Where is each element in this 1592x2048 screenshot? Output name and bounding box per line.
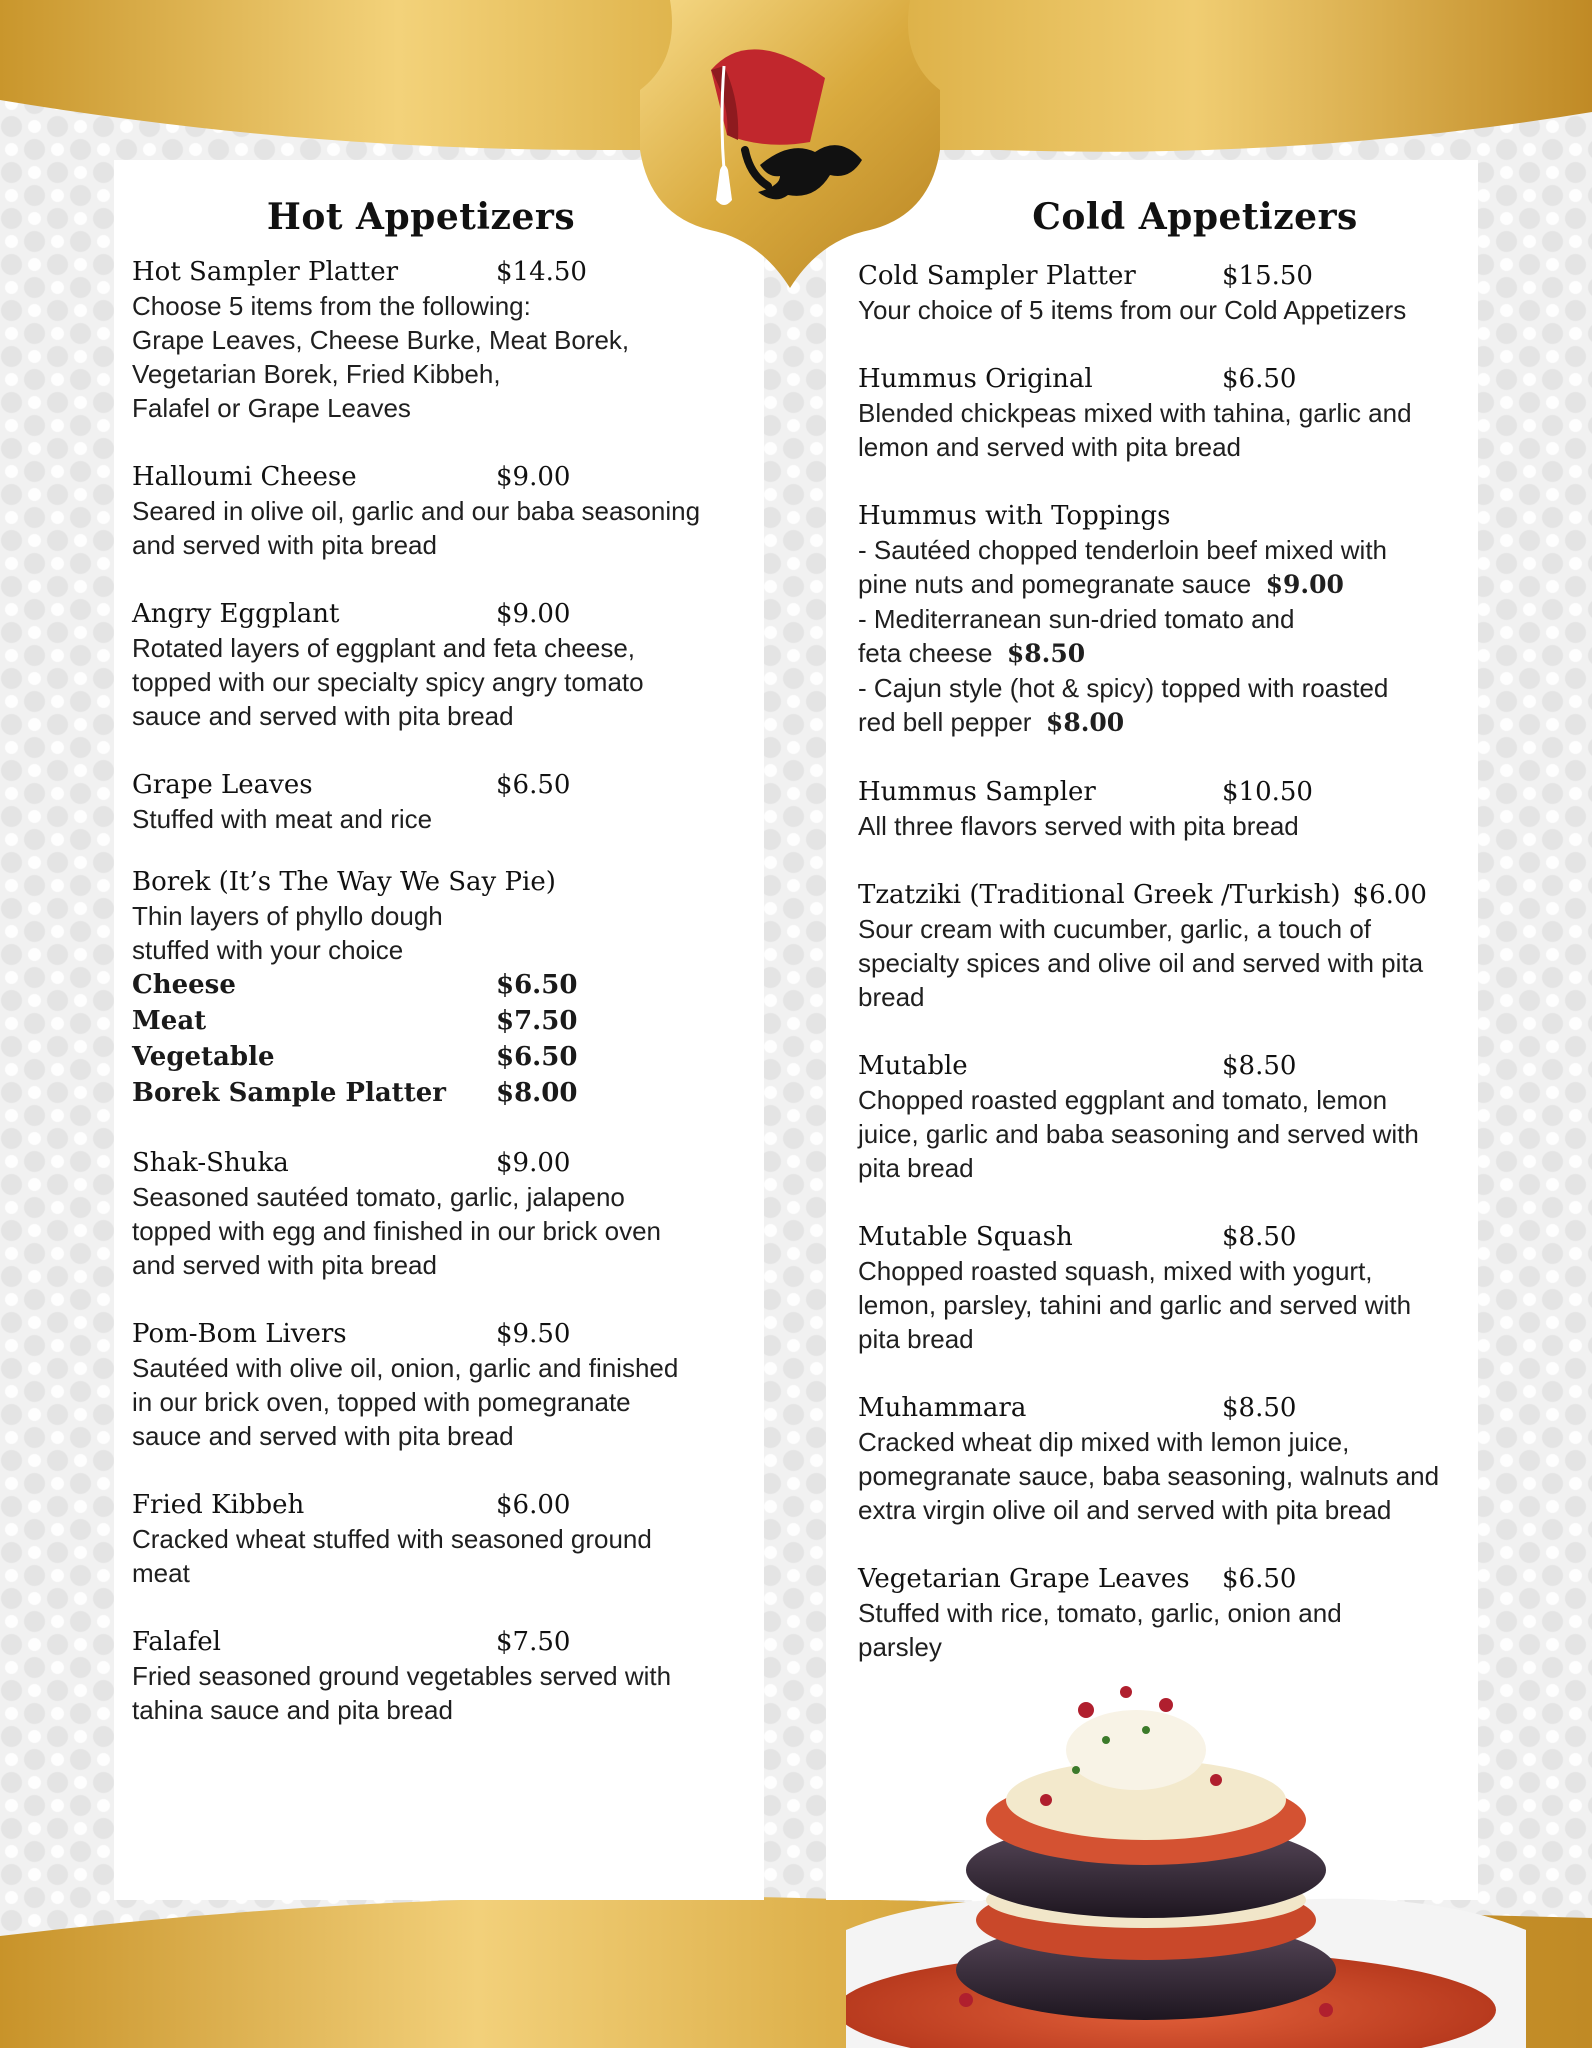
menu-item (132, 1489, 752, 1590)
menu-item (858, 1563, 1478, 1664)
hot-appetizers-list (132, 256, 752, 1727)
item-price: $6.00 (1352, 880, 1427, 910)
item-name: Cold Sampler Platter (858, 261, 1136, 291)
borek-option (132, 967, 752, 1003)
topping-price: $8.50 (1006, 639, 1086, 668)
item-description: Choose 5 items from the following: Grape Leaves, Cheese Burke, Meat Borek, Vegetarian Borek, Fried Kibbeh, Falafel or Grape Leaves (132, 291, 630, 423)
item-description: Cracked wheat stuffed with seasoned ground meat (132, 1524, 652, 1588)
option-name: Vegetable (132, 1042, 275, 1072)
borek-option (132, 1003, 752, 1039)
menu-item (858, 1392, 1478, 1527)
item-price: $8.50 (1222, 1393, 1297, 1423)
item-price: $6.50 (1222, 364, 1297, 394)
menu-item (858, 879, 1478, 1014)
item-description: Blended chickpeas mixed with tahina, garlic and lemon and served with pita bread (858, 398, 1412, 462)
topping-price: $9.00 (1265, 570, 1344, 599)
item-description: Sour cream with cucumber, garlic, a touch of specialty spices and olive oil and served with pita bread (858, 914, 1424, 1012)
topping-line: red bell pepper $8.00 (858, 707, 1125, 737)
menu-item (132, 256, 752, 425)
borek-option (132, 1075, 752, 1111)
item-name: Pom-Bom Livers (132, 1319, 347, 1349)
item-name: Mutable (858, 1051, 968, 1081)
menu-item (132, 598, 752, 733)
item-name: Halloumi Cheese (132, 462, 357, 492)
option-price: $8.00 (496, 1078, 578, 1108)
item-price: $14.50 (496, 257, 587, 287)
item-name: Hummus Original (858, 364, 1093, 394)
menu-item (132, 769, 752, 836)
item-name: Angry Eggplant (132, 599, 340, 629)
option-price: $7.50 (496, 1006, 578, 1036)
fez-mustache-logo-icon (640, 0, 940, 290)
option-name: Cheese (132, 970, 236, 1000)
item-description: Fried seasoned ground vegetables served with tahina sauce and pita bread (132, 1661, 672, 1725)
menu-item (132, 1147, 752, 1282)
item-description: Chopped roasted squash, mixed with yogurt, lemon, parsley, tahini and garlic and served with pita bread (858, 1256, 1412, 1354)
item-description: Thin layers of phyllo dough stuffed with your choice (132, 901, 443, 965)
topping-line: pine nuts and pomegranate sauce $9.00 (858, 569, 1344, 599)
menu-item (132, 461, 752, 562)
item-description: Seared in olive oil, garlic and our baba seasoning and served with pita bread (132, 496, 701, 560)
menu-item-borek (132, 866, 752, 1111)
hot-heading: Hot Appetizers (266, 196, 576, 238)
item-name: Shak-Shuka (132, 1148, 289, 1178)
topping-line: - Cajun style (hot & spicy) topped with roasted (858, 673, 1389, 703)
item-description: All three flavors served with pita bread (858, 811, 1299, 841)
menu-item (132, 1626, 752, 1727)
cold-appetizers-list (858, 260, 1478, 1664)
menu-item (858, 1221, 1478, 1356)
item-price: $8.50 (1222, 1051, 1297, 1081)
item-name: Fried Kibbeh (132, 1490, 305, 1520)
item-name: Grape Leaves (132, 770, 313, 800)
item-description: Rotated layers of eggplant and feta cheese, topped with our specialty spicy angry tomato sauce and served with pita bread (132, 633, 644, 731)
item-price: $8.50 (1222, 1222, 1297, 1252)
menu-item (858, 776, 1478, 843)
menu-item (858, 1050, 1478, 1185)
item-description: Cracked wheat dip mixed with lemon juice, pomegranate sauce, baba seasoning, walnuts and extra virgin olive oil and served with pita bread (858, 1427, 1440, 1525)
topping-price: $8.00 (1045, 708, 1125, 737)
eggplant-dish-photo-icon (846, 1680, 1526, 2048)
item-price: $9.00 (496, 1148, 571, 1178)
topping-line: feta cheese $8.50 (858, 638, 1086, 668)
option-price: $6.50 (496, 1042, 578, 1072)
menu-item (858, 260, 1478, 327)
item-price: $15.50 (1222, 261, 1313, 291)
item-name: Hummus Sampler (858, 777, 1096, 807)
option-name: Borek Sample Platter (132, 1078, 446, 1108)
item-price: $10.50 (1222, 777, 1313, 807)
item-price: $9.00 (496, 462, 571, 492)
item-price: $9.00 (496, 599, 571, 629)
option-name: Meat (132, 1006, 207, 1036)
item-name: Falafel (132, 1627, 221, 1657)
item-description: Stuffed with rice, tomato, garlic, onion and parsley (858, 1598, 1342, 1662)
option-price: $6.50 (496, 970, 578, 1000)
item-name: Hummus with Toppings (858, 501, 1171, 531)
item-description: Your choice of 5 items from our Cold Appetizers (858, 295, 1407, 325)
topping-line: - Sautéed chopped tenderloin beef mixed with (858, 535, 1388, 565)
menu-item (132, 1318, 752, 1453)
item-name: Borek (It’s The Way We Say Pie) (132, 867, 556, 897)
item-name: Mutable Squash (858, 1222, 1073, 1252)
item-description: Seasoned sautéed tomato, garlic, jalapeno topped with egg and finished in our brick oven and served with pita bread (132, 1182, 662, 1280)
item-name: Vegetarian Grape Leaves (858, 1564, 1190, 1594)
item-description: Sautéed with olive oil, onion, garlic and finished in our brick oven, topped with pomegranate sauce and served with pita bread (132, 1353, 679, 1451)
item-price: $9.50 (496, 1319, 571, 1349)
item-name: Muhammara (858, 1393, 1027, 1423)
item-name: Tzatziki (Traditional Greek /Turkish) (858, 880, 1341, 910)
item-price: $6.00 (496, 1490, 571, 1520)
menu-item-hummus-toppings (858, 500, 1478, 740)
item-description: Chopped roasted eggplant and tomato, lemon juice, garlic and baba seasoning and served with pita bread (858, 1085, 1419, 1183)
item-name: Hot Sampler Platter (132, 257, 399, 287)
menu-item (858, 363, 1478, 464)
cold-heading: Cold Appetizers (1032, 196, 1358, 238)
item-description: Stuffed with meat and rice (132, 804, 433, 834)
topping-line: - Mediterranean sun-dried tomato and (858, 604, 1295, 634)
item-price: $6.50 (1222, 1564, 1297, 1594)
borek-option (132, 1039, 752, 1075)
item-price: $6.50 (496, 770, 571, 800)
item-price: $7.50 (496, 1627, 571, 1657)
